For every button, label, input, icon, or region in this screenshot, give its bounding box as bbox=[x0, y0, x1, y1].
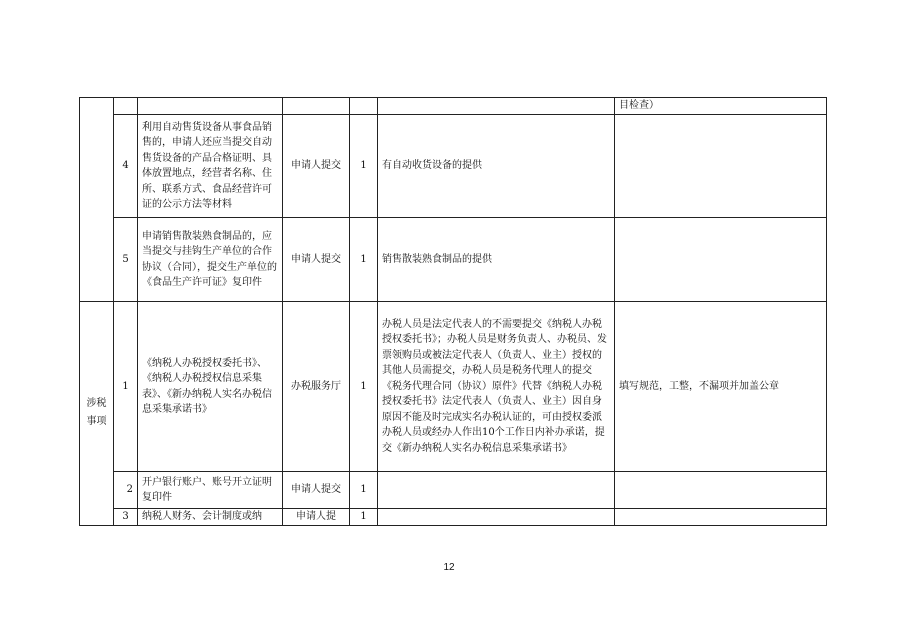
requirement-cell bbox=[378, 472, 615, 509]
note-cell bbox=[615, 509, 827, 526]
material-cell: 申请销售散装熟食制品的，应当提交与挂钩生产单位的合作协议（合同），提交生产单位的《食品生产许可证》复印件 bbox=[138, 218, 283, 302]
table-row bbox=[80, 472, 827, 509]
material-cell: 利用自动售货设备从事食品销售的，申请人还应当提交自动售货设备的产品合格证明、具体放置地点，经营者名称、住所、联系方式、食品经营许可证的公示方法等材料 bbox=[138, 115, 283, 218]
note-cell bbox=[615, 115, 827, 218]
source-cell: 申请人提交 bbox=[283, 218, 350, 302]
source-cell: 申请人提 bbox=[283, 509, 350, 526]
page-number: 12 bbox=[443, 562, 455, 573]
table-row bbox=[80, 509, 827, 526]
material-cell: 《纳税人办税授权委托书》、《纳税人办税授权信息采集表》、《新办纳税人实名办税信息采集承诺书》 bbox=[138, 302, 283, 472]
source-cell: 申请人提交 bbox=[283, 115, 350, 218]
seq-cell: 3 bbox=[114, 509, 138, 526]
note-cell: 目检查） bbox=[615, 98, 827, 115]
materials-table bbox=[79, 97, 827, 526]
note-cell bbox=[615, 218, 827, 302]
copies-cell: 1 bbox=[350, 218, 378, 302]
note-cell bbox=[615, 472, 827, 509]
source-cell: 办税服务厅 bbox=[283, 302, 350, 472]
group-label-cell bbox=[80, 302, 114, 526]
table-row bbox=[80, 115, 827, 218]
copies-cell: 1 bbox=[350, 302, 378, 472]
source-cell: 申请人提交 bbox=[283, 472, 350, 509]
group-label: 涉税事项 bbox=[86, 398, 107, 428]
requirement-cell: 办税人员是法定代表人的不需要提交《纳税人办税授权委托书》；办税人员是财务负责人、办税员、发票领购员或被法定代表人（负责人、业主）授权的其他人员需提交，办税人员是税务代理人的提交《税务代理合同（协议）原件》代替《纳税人办税授权委托书》法定代表人（负责人、业主）因自身原因不能及时完成实名办税认证的，可由授权委派办税人员或经办人作出10个工作日内补办承诺，提交《新办纳税人实名办税信息采集承诺书》 bbox=[378, 302, 615, 472]
requirement-cell bbox=[378, 509, 615, 526]
seq-cell: 5 bbox=[114, 218, 138, 302]
requirement-cell: 有自动收货设备的提供 bbox=[378, 115, 615, 218]
seq-cell: 1 bbox=[114, 302, 138, 472]
seq-cell: 2 bbox=[114, 472, 138, 509]
copies-cell: 1 bbox=[350, 472, 378, 509]
requirement-cell: 销售散装熟食制品的提供 bbox=[378, 218, 615, 302]
note-cell: 填写规范，工整，不漏项并加盖公章 bbox=[615, 302, 827, 472]
table-row bbox=[80, 302, 827, 472]
copies-cell: 1 bbox=[350, 509, 378, 526]
material-cell: 开户银行账户、账号开立证明复印件 bbox=[138, 472, 283, 509]
table-row bbox=[80, 98, 827, 115]
material-cell: 纳税人财务、会计制度或纳 bbox=[138, 509, 283, 526]
table-row bbox=[80, 218, 827, 302]
copies-cell: 1 bbox=[350, 115, 378, 218]
group-cell-empty bbox=[80, 98, 114, 302]
seq-cell: 4 bbox=[114, 115, 138, 218]
